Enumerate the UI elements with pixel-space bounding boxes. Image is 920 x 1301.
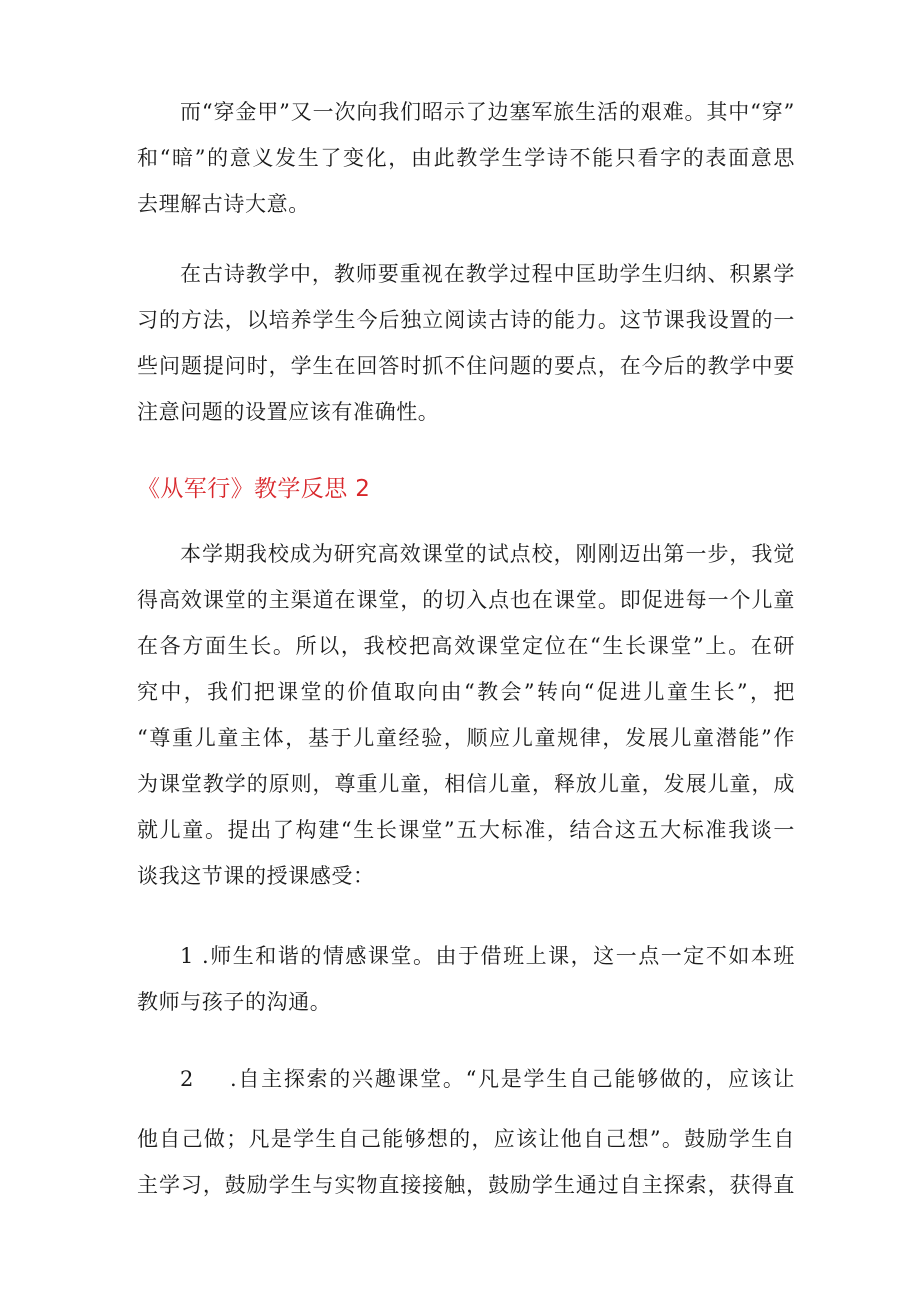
list-item-text: .师生和谐的情感课堂。由于借班上课，这一点一定不如本班 [202, 944, 795, 968]
list-item-number: 2 [180, 1067, 194, 1091]
list-item-number: 1 [180, 944, 194, 968]
text-line: 去理解古诗大意。 [137, 192, 310, 216]
text-line: 他自己做；凡是学生自己能够想的，应该让他自己想”。鼓励学生自 [137, 1127, 795, 1151]
text-line: 而“穿金甲”又一次向我们昭示了边塞军旅生活的艰难。其中“穿” [180, 100, 795, 124]
list-item-line [137, 933, 795, 979]
text-line: 谈我这节课的授课感受： [137, 864, 375, 888]
list-item-text: .自主探索的兴趣课堂。“凡是学生自己能够做的，应该让 [230, 1067, 795, 1091]
list-item-2-continued [137, 1116, 795, 1208]
list-item-2 [137, 1056, 795, 1102]
text-line: 和“暗”的意义发生了变化，由此教学生学诗不能只看字的表面意思 [137, 146, 795, 170]
text-line: 在古诗教学中，教师要重视在教学过程中匡助学生归纳、积累学 [180, 262, 795, 286]
text-line: 在各方面生长。所以，我校把高效课堂定位在“生长课堂”上。在研 [137, 634, 795, 658]
text-line: 习的方法，以培养学生今后独立阅读古诗的能力。这节课我设置的一 [137, 308, 795, 332]
text-line: 教师与孩子的沟通。 [137, 990, 332, 1014]
text-line: 为课堂教学的原则，尊重儿童，相信儿童，释放儿童，发展儿童，成 [137, 772, 795, 796]
list-item-1 [137, 933, 795, 1025]
text-line: 些问题提问时，学生在回答时抓不住问题的要点，在今后的教学中要 [137, 354, 795, 378]
text-line: 主学习，鼓励学生与实物直接接触，鼓励学生通过自主探索，获得直 [137, 1173, 795, 1197]
paragraph-2 [137, 251, 795, 435]
text-line: “尊重儿童主体，基于儿童经验，顺应儿童规律，发展儿童潜能”作 [137, 726, 795, 750]
text-line: 注意问题的设置应该有准确性。 [137, 400, 440, 424]
section-heading: 《从军行》教学反思 2 [137, 476, 371, 502]
text-line: 究中，我们把课堂的价值取向由“教会”转向“促进儿童生长”，把 [137, 680, 795, 704]
text-line: 就儿童。提出了构建“生长课堂”五大标准，结合这五大标准我谈一 [137, 818, 795, 842]
paragraph-1 [137, 89, 795, 227]
paragraph-3 [137, 531, 795, 899]
list-item-line [137, 1056, 795, 1102]
text-line: 本学期我校成为研究高效课堂的试点校，刚刚迈出第一步，我觉 [180, 542, 795, 566]
text-line: 得高效课堂的主渠道在课堂，的切入点也在课堂。即促进每一个儿童 [137, 588, 795, 612]
